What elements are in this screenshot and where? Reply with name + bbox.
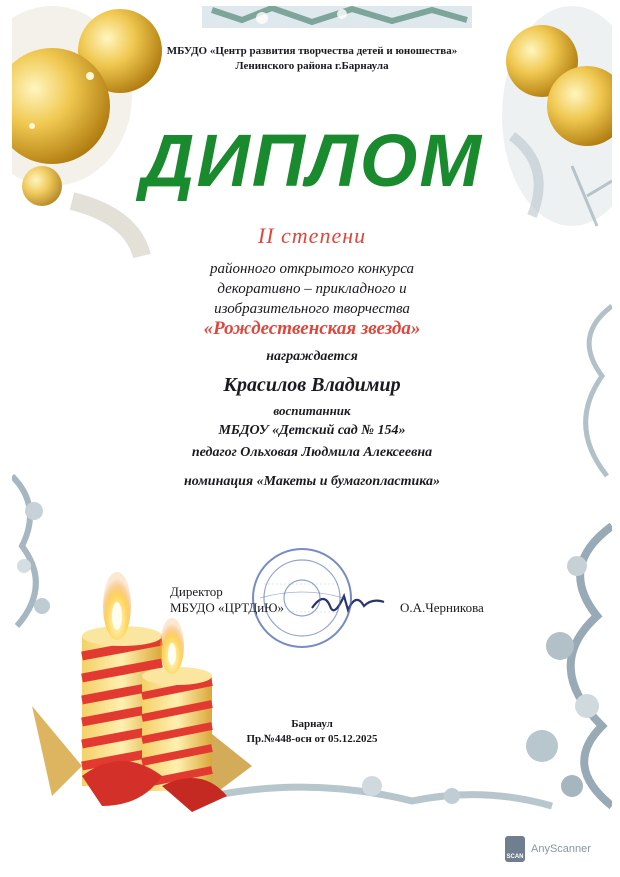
signatory-position bbox=[170, 584, 284, 616]
teacher-name: педагог Ольховая Людмила Алексеевна bbox=[191, 445, 433, 460]
winner-role: воспитанник bbox=[273, 403, 351, 418]
signatory-name: О.А.Черникова bbox=[400, 600, 484, 615]
signatory-organization: МБУДО «ЦРТДиЮ» bbox=[170, 600, 285, 615]
scanner-badge-label: SCAN bbox=[506, 854, 524, 860]
frost-pattern-bottom bbox=[212, 776, 552, 806]
issue-city: Барнаул bbox=[291, 718, 333, 730]
winner-organization: МБДОУ «Детский сад № 154» bbox=[218, 423, 406, 438]
signatory-title: Директор bbox=[170, 584, 223, 599]
scanner-watermark bbox=[505, 836, 591, 862]
frost-pattern-left bbox=[12, 476, 50, 626]
nomination: номинация «Макеты и бумагопластика» bbox=[183, 474, 441, 489]
pine-branches-top bbox=[202, 6, 472, 28]
contest-line-3: изобразительного творчества bbox=[214, 301, 410, 317]
issuer-header bbox=[12, 44, 612, 74]
order-reference: Пр.№448-осн от 05.12.2025 bbox=[246, 733, 378, 745]
diploma-title: ДИПЛОМ bbox=[141, 119, 483, 202]
scanner-logo-icon bbox=[505, 836, 525, 862]
contest-line-2: декоративно – прикладного и bbox=[217, 281, 407, 297]
contest-description bbox=[12, 259, 612, 319]
scanner-watermark-text: AnyScanner bbox=[531, 843, 591, 855]
issuer-district: Ленинского района г.Барнаула bbox=[235, 60, 389, 72]
awarded-label: награждается bbox=[266, 349, 358, 364]
contest-line-1: районного открытого конкурса bbox=[209, 261, 415, 277]
issuer-name: МБУДО «Центр развития творчества детей и юношества» bbox=[166, 45, 458, 57]
contest-name: «Рождественская звезда» bbox=[203, 318, 421, 339]
winner-name: Красилов Владимир bbox=[223, 374, 401, 396]
diploma-page bbox=[12, 6, 612, 812]
diploma-degree: II степени bbox=[257, 223, 367, 248]
